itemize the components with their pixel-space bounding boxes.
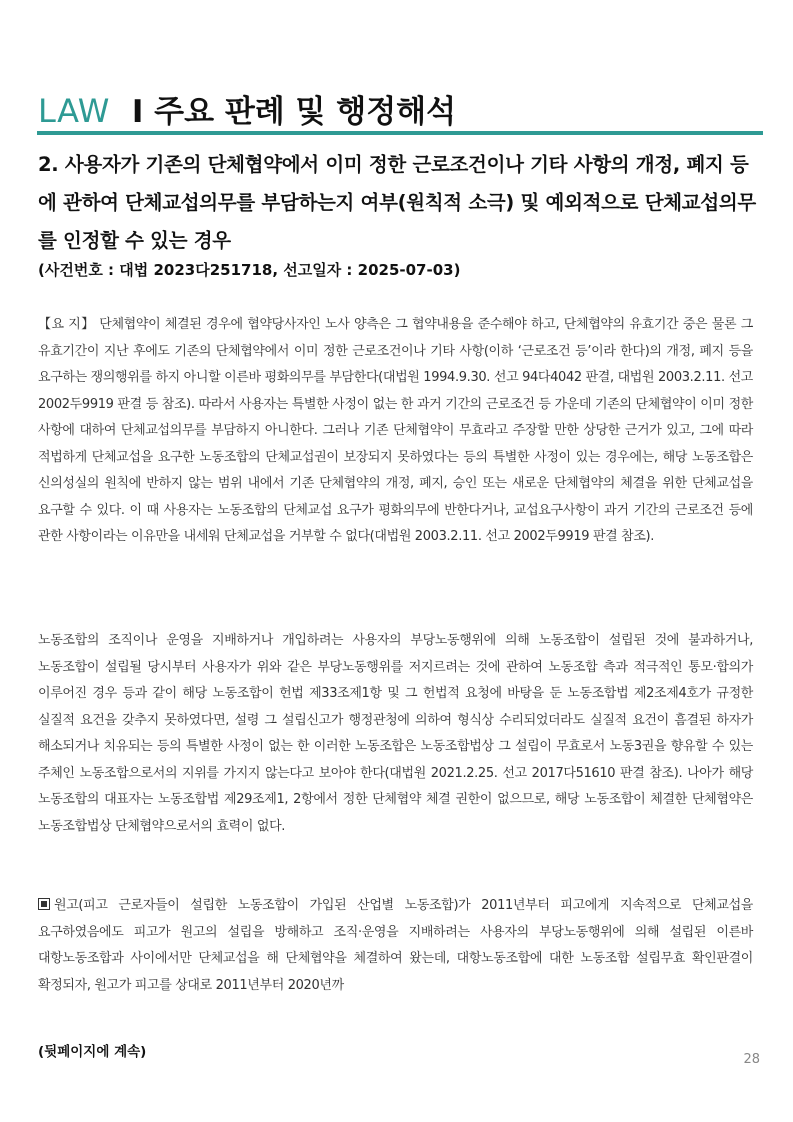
summary-paragraph (38, 312, 753, 551)
page-number: 28 (743, 1052, 760, 1067)
body-paragraph-2: 노동조합의 조직이나 운영을 지배하거나 개입하려는 사용자의 부당노동행위에 의해 노동조합이 설립된 것에 불과하거나, 노동조합이 설립될 당시부터 사용자가 위와 같은 부당노동행위를 저지르려는 것에 관하여 노동조합 측과 적극적인 통모·합의가 이루어진 경우 등과 같이 해당 노동조합이 헌법 제33조제1항 및 그 헌법적 요청에 바탕을 둔 노동조합법 제2조제4호가 규정한 실질적 요건을 갖추지 못하였다면, 설령 그 설립신고가 행정관청에 의하여 형식상 수리되었더라도 실질적 요건이 흠결된 하자가 해소되거나 치유되는 등의 특별한 사정이 없는 한 이러한 노동조합은 노동조합법상 그 설립이 무효로서 노동3권을 향유할 수 있는 주체인 노동조합으로서의 지위를 가지지 않는다고 보아야 한다(대법원 2021.2.25. 선고 2017다51610 판결 참조). 나아가 해당 노동조합의 대표자는 노동조합법 제29조제1, 2항에서 정한 단체협약 체결 권한이 없으므로, 해당 노동조합이 체결한 단체협약은 노동조합법상 단체협약으로서의 효력이 없다. (38, 633, 753, 834)
case-title: 2. 사용자가 기존의 단체협약에서 이미 정한 근로조건이나 기타 사항의 개정, 폐지 등에 관하여 단체교섭의무를 부담하는지 여부(원칙적 소극) 및 예외적으로 단체교섭의무를 인정할 수 있는 경우 (38, 153, 756, 252)
body-paragraph-3 (38, 893, 753, 999)
header-divider (37, 131, 763, 135)
section-title: I 주요 판례 및 행정해석 (131, 94, 457, 130)
paragraph-3-text: 원고(피고 근로자들이 설립한 노동조합이 가입된 산업별 노동조합)가 2011년부터 피고에게 지속적으로 단체교섭을 요구하였음에도 피고가 원고의 설립을 방해하고 조직·운영을 지배하려는 사용자의 부당노동행위에 의해 설립된 이른바 대항노동조합과 사이에서만 단체교섭을 해 단체협약을 체결하여 왔는데, 대항노동조합에 대한 노동조합 설립무효 확인판결이 확정되자, 원고가 피고를 상대로 2011년부터 2020년까 (38, 898, 753, 993)
square-bullet-icon (38, 898, 50, 910)
case-meta: (사건번호 : 대법 2023다251718, 선고일자 : 2025-07-03) (38, 261, 461, 279)
summary-tag: 【요 지】 (38, 317, 95, 332)
brand-label: LAW (38, 92, 110, 130)
page-header (38, 86, 763, 131)
summary-text: 단체협약이 체결된 경우에 협약당사자인 노사 양측은 그 협약내용을 준수해야 하고, 단체협약의 유효기간 중은 물론 그 유효기간이 지난 후에도 기존의 단체협약에서 이미 정한 근로조건이나 기타 사항(이하 ‘근로조건 등’이라 한다)의 개정, 폐지 등을 요구하는 쟁의행위를 하지 아니할 이른바 평화의무를 부담한다(대법원 1994.9.30. 선고 94다4042 판결, 대법원 2003.2.11. 선고 2002두9919 판결 등 참조). 따라서 사용자는 특별한 사정이 없는 한 과거 기간의 근로조건 등 가운데 기존의 단체협약이 이미 정한 사항에 대하여 단체교섭의무를 부담하지 아니한다. 그러나 기존 단체협약이 무효라고 주장할 만한 상당한 근거가 있고, 그에 따라 적법하게 단체교섭을 요구한 노동조합의 단체교섭권이 보장되지 못하였다는 등의 특별한 사정이 있는 경우에는, 해당 노동조합은 신의성실의 원칙에 반하지 않는 범위 내에서 기존 단체협약의 개정, 폐지, 승인 또는 새로운 단체협약의 체결을 위한 단체교섭을 요구할 수 있다. 이 때 사용자는 노동조합의 단체교섭 요구가 평화의무에 반한다거나, 교섭요구사항이 과거 기간의 근로조건 등에 관한 사항이라는 이유만을 내세워 단체교섭을 거부할 수 없다(대법원 2003.2.11. 선고 2002두9919 판결 참조). (38, 317, 753, 544)
continued-note: (뒷페이지에 계속) (38, 1044, 147, 1060)
